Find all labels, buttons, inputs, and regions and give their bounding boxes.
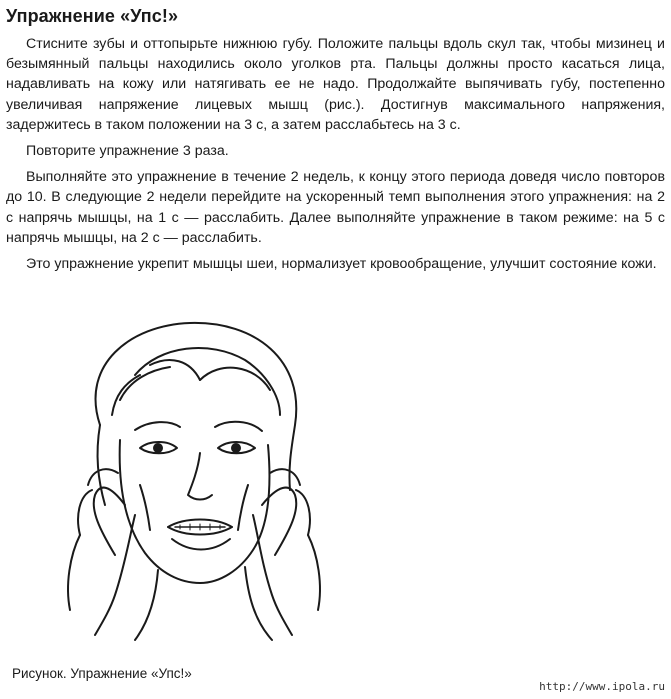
paragraph-benefits: Это упражнение укрепит мышцы шеи, нормализует кровообращение, улучшит состояние кожи. <box>26 256 657 273</box>
paragraph-instructions: Стисните зубы и оттопырьте нижнюю губу. Положите пальцы вдоль скул так, чтобы мизинец и безымянный пальцы находились около уголков рта. Пальцы должны просто касаться лица, надавливать на кожу или натягивать ее не надо. Продолжайте выпячивать губу, постепенно увеличивая напряжение лицевых мышц (рис.). Достигнув максимального напряжения, задержитесь в таком положении на 3 с, а затем расслабьтесь на 3 с. <box>6 36 665 133</box>
paragraph-repeat: Повторите упражнение 3 раза. <box>26 143 229 160</box>
source-watermark: http://www.ipola.ru <box>539 680 665 693</box>
body-text <box>6 34 665 280</box>
face-exercise-illustration-icon <box>40 305 340 650</box>
paragraph-schedule: Выполняйте это упражнение в течение 2 недель, к концу этого периода доведя число повторов до 10. В следующие 2 недели перейдите на ускоренный темп выполнения этого упражнения: на 2 с напрячь мышцы, на 1 с — расслабить. Далее выполняйте упражнение в таком режиме: на 5 с напрячь мышцы, на 2 с — расслабить. <box>6 169 665 246</box>
figure-caption: Рисунок. Упражнение «Упс!» <box>12 666 192 681</box>
page-title: Упражнение «Упс!» <box>6 6 179 26</box>
